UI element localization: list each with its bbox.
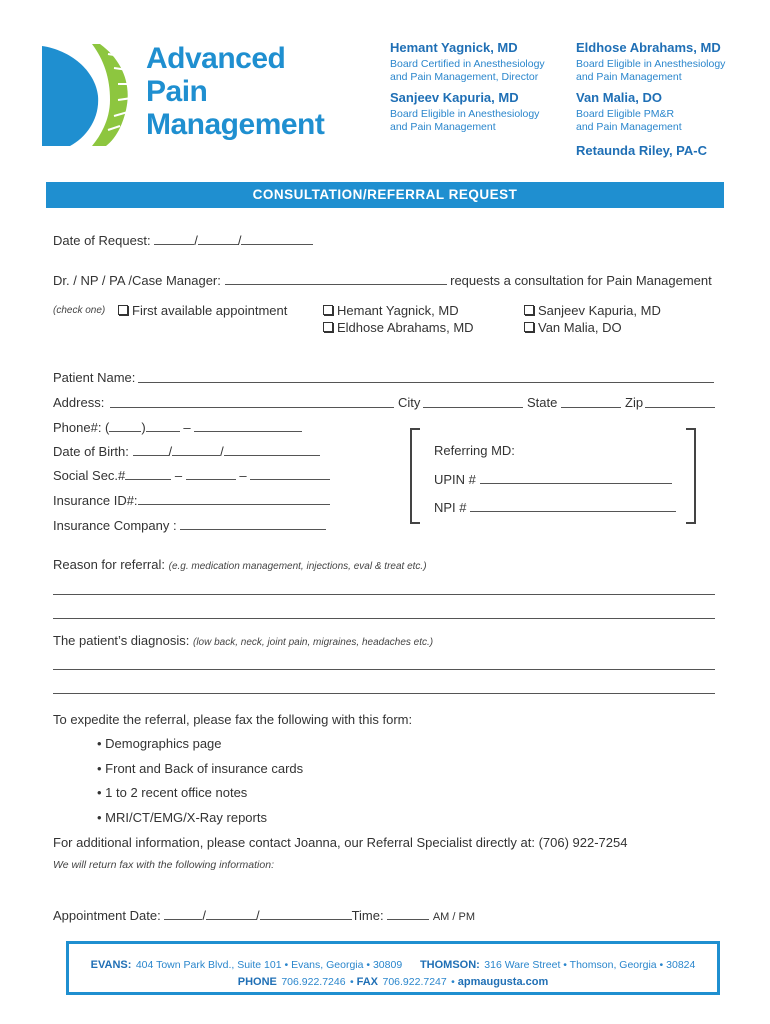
state-label: State [527, 395, 558, 410]
left-bracket [410, 428, 420, 524]
option-first-available[interactable] [118, 303, 287, 318]
appt-year-field[interactable] [260, 908, 352, 920]
option-label: First available appointment [132, 303, 288, 318]
diagnosis-line-2[interactable] [53, 693, 715, 694]
form-title: CONSULTATION/REFERRAL REQUEST [46, 182, 724, 208]
option-label: Hemant Yagnick, MD [337, 303, 459, 318]
return-text: We will return fax with the following information: [53, 859, 274, 871]
doctor-1 [390, 40, 545, 84]
appointment-row: Appointment Date: / / Time: AM / PM [53, 908, 476, 923]
brand-line-3: Management [146, 108, 325, 141]
reason-hint: (e.g. medication management, injections, eval & treat etc.) [168, 561, 427, 572]
doctor-name: Sanjeev Kapuria, MD [390, 90, 519, 105]
time-label: Time: [351, 908, 384, 923]
manager-name-field[interactable] [225, 273, 447, 285]
option-label: Van Malia, DO [538, 320, 622, 335]
insurance-company-label: Insurance Company : [53, 518, 177, 533]
option-label: Sanjeev Kapuria, MD [538, 303, 661, 318]
evans-label: EVANS: [90, 959, 132, 971]
insurance-id-row [53, 493, 330, 508]
phone-row: Phone#: ( ) – [53, 420, 302, 435]
fax-footer-label: FAX [356, 976, 379, 988]
zip-field[interactable] [645, 407, 715, 408]
brand-name [146, 42, 324, 141]
phone-prefix-field[interactable] [146, 420, 180, 432]
doctor-credential: Board Eligible in Anesthesiology [576, 58, 726, 70]
reason-line-2[interactable] [53, 618, 715, 619]
fax-item-label: MRI/CT/EMG/X-Ray reports [105, 810, 267, 825]
insurance-company-field[interactable] [180, 518, 326, 530]
city-label: City [398, 395, 421, 410]
doctor-credential: and Pain Management [576, 121, 682, 133]
footer-contact-row: PHONE 706.922.7246 • FAX 706.922.7247 • apmaugusta.com [237, 976, 549, 988]
doctor-name: Van Malia, DO [576, 90, 662, 105]
evans-address: 404 Town Park Blvd., Suite 101 • Evans, Georgia • 30809 [135, 959, 403, 971]
checkbox[interactable] [524, 305, 534, 315]
request-day-field[interactable] [198, 233, 238, 245]
fax-number: 706.922.7247 [382, 976, 447, 988]
doctor-name: Hemant Yagnick, MD [390, 40, 518, 55]
phone-line-field[interactable] [194, 420, 302, 432]
footer-address-row [70, 955, 716, 973]
fax-intro: To expedite the referral, please fax the following with this form: [53, 712, 413, 727]
option-kapuria[interactable] [524, 303, 661, 318]
insurance-company-row [53, 518, 326, 533]
doctor-credential: and Pain Management [390, 121, 496, 133]
doctor-5-name: Retaunda Riley, PA-C [576, 143, 707, 158]
fax-item: • 1 to 2 recent office notes [97, 785, 248, 800]
dob-month-field[interactable] [133, 444, 169, 456]
fax-item: • MRI/CT/EMG/X-Ray reports [97, 810, 267, 825]
npi-field[interactable] [470, 500, 676, 512]
doctor-credential: Board Certified in Anesthesiology [390, 58, 545, 70]
insurance-id-label: Insurance ID#: [53, 493, 138, 508]
upin-field[interactable] [480, 472, 672, 484]
fax-item-label: Front and Back of insurance cards [105, 761, 304, 776]
doctor-name: Eldhose Abrahams, MD [576, 40, 721, 55]
fax-item: • Demographics page [97, 736, 222, 751]
doctor-credential: Board Eligible in Anesthesiology [390, 108, 540, 120]
npi-label: NPI # [434, 500, 467, 515]
date-of-request-row: Date of Request: / / [53, 233, 313, 248]
patient-name-field[interactable] [138, 382, 714, 383]
appt-time-field[interactable] [387, 908, 429, 920]
thomson-address: 316 Ware Street • Thomson, Georgia • 30824 [484, 959, 696, 971]
insurance-id-field[interactable] [138, 493, 330, 505]
diagnosis-label: The patient’s diagnosis: [53, 633, 190, 648]
doctor-credential: Board Eligible PM&R [576, 108, 675, 120]
request-month-field[interactable] [154, 233, 194, 245]
fax-item: • Front and Back of insurance cards [97, 761, 304, 776]
doctor-3 [390, 90, 539, 134]
website-link[interactable]: apmaugusta.com [457, 976, 549, 988]
state-field[interactable] [561, 407, 621, 408]
manager-row [53, 273, 712, 288]
ampm-label: AM / PM [432, 911, 476, 923]
phone-area-field[interactable] [109, 420, 141, 432]
diagnosis-line-1[interactable] [53, 669, 715, 670]
doctor-4 [576, 90, 682, 134]
ssn-part3-field[interactable] [250, 468, 330, 480]
reason-line-1[interactable] [53, 594, 715, 595]
diagnosis-hint: (low back, neck, joint pain, migraines, headaches etc.) [192, 637, 434, 648]
thomson-label: THOMSON: [419, 959, 480, 971]
checkbox[interactable] [118, 305, 128, 315]
phone-footer-label: PHONE [237, 976, 277, 988]
manager-label: Dr. / NP / PA /Case Manager: [53, 273, 221, 288]
doctor-credential: and Pain Management, Director [390, 71, 539, 83]
contact-text: For additional information, please contact Joanna, our Referral Specialist directly at: (706) 922-7254 [53, 835, 628, 850]
ssn-row: Social Sec.# – – [53, 468, 330, 483]
appt-month-field[interactable] [164, 908, 202, 920]
option-malia[interactable] [524, 320, 622, 335]
ssn-label: Social Sec.# [53, 468, 126, 483]
patient-name-label: Patient Name: [53, 370, 136, 385]
brand-line-1: Advanced [146, 42, 286, 75]
request-year-field[interactable] [241, 233, 313, 245]
diagnosis-row [53, 633, 433, 648]
right-bracket [686, 428, 696, 524]
address-field[interactable] [110, 407, 394, 408]
doctor-credential: and Pain Management [576, 71, 682, 83]
npi-row [434, 500, 676, 515]
dob-year-field[interactable] [224, 444, 320, 456]
ssn-part1-field[interactable] [125, 468, 171, 480]
date-of-request-label: Date of Request: [53, 233, 151, 248]
checkbox[interactable] [323, 322, 333, 332]
option-abrahams[interactable] [323, 320, 474, 335]
option-yagnick[interactable] [323, 303, 459, 318]
fax-item-label: 1 to 2 recent office notes [105, 785, 248, 800]
spine-logo-icon [40, 40, 144, 148]
dob-day-field[interactable] [172, 444, 220, 456]
checkbox[interactable] [323, 305, 333, 315]
doctor-2 [576, 40, 725, 84]
phone-label: Phone#: [53, 420, 102, 435]
dob-label: Date of Birth: [53, 444, 129, 459]
fax-item-label: Demographics page [105, 736, 222, 751]
logo [40, 40, 144, 148]
reason-row [53, 557, 427, 572]
checkbox[interactable] [524, 322, 534, 332]
address-label: Address: [53, 395, 105, 410]
upin-row [434, 472, 672, 487]
option-label: Eldhose Abrahams, MD [337, 320, 474, 335]
city-field[interactable] [423, 407, 523, 408]
upin-label: UPIN # [434, 472, 476, 487]
ssn-part2-field[interactable] [186, 468, 236, 480]
zip-label: Zip [625, 395, 644, 410]
reason-label: Reason for referral: [53, 557, 165, 572]
appointment-date-label: Appointment Date: [53, 908, 161, 923]
referring-md-label: Referring MD: [434, 443, 515, 458]
check-one-label: (check one) [53, 305, 106, 316]
dob-row: Date of Birth: / / [53, 444, 320, 459]
phone-number: 706.922.7246 [281, 976, 346, 988]
brand-line-2: Pain [146, 75, 208, 108]
appt-day-field[interactable] [206, 908, 256, 920]
manager-suffix: requests a consultation for Pain Management [450, 273, 712, 288]
